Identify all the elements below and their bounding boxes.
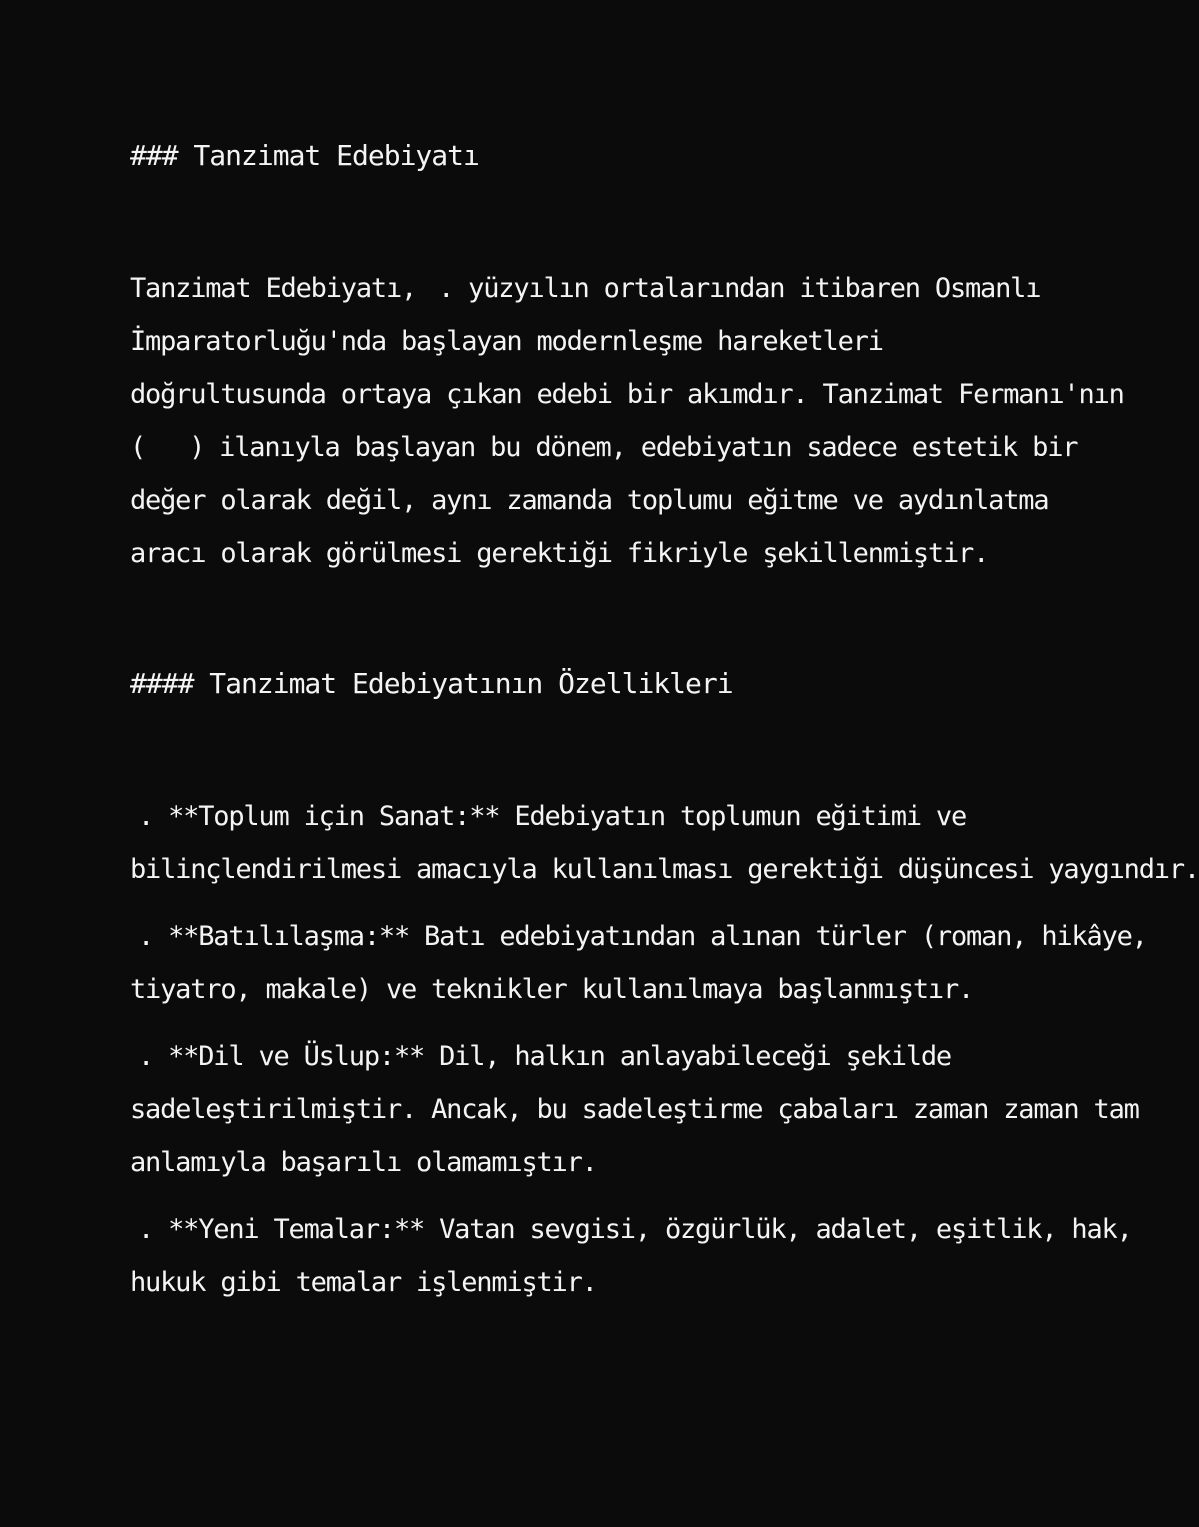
feature-line: . **Toplum için Sanat:** Edebiyatın toplumun eğitimi ve	[138, 801, 967, 832]
intro-fragment-c: ) ilanıyla başlayan bu dönem, edebiyatın sadece estetik bir	[189, 432, 1078, 463]
features-heading: #### Tanzimat Edebiyatının Özellikleri	[130, 667, 733, 700]
feature-line: bilinçlendirilmesi amacıyla kullanılması gerektiği düşüncesi yaygındır.	[130, 854, 1199, 885]
main-heading: ### Tanzimat Edebiyatı	[130, 139, 479, 172]
intro-line-5: değer olarak değil, aynı zamanda toplumu eğitme ve aydınlatma	[130, 485, 1049, 516]
feature-line: . **Yeni Temalar:** Vatan sevgisi, özgürlük, adalet, eşitlik, hak,	[138, 1214, 1132, 1245]
feature-line: . **Dil ve Üslup:** Dil, halkın anlayabileceği şekilde	[138, 1041, 951, 1072]
feature-line: tiyatro, makale) ve teknikler kullanılmaya başlanmıştır.	[130, 974, 974, 1005]
feature-item-westernization	[130, 910, 1147, 1016]
intro-paren-open: (	[130, 432, 146, 463]
intro-fragment-a: Tanzimat Edebiyatı,	[130, 273, 417, 304]
intro-fragment-b: . yüzyılın ortalarından itibaren Osmanlı	[438, 273, 1041, 304]
intro-line-6: aracı olarak görülmesi gerektiği fikriyle şekillenmiştir.	[130, 538, 989, 569]
intro-line-3: doğrultusunda ortaya çıkan edebi bir akımdır. Tanzimat Fermanı'nın	[130, 379, 1124, 410]
feature-line: sadeleştirilmiştir. Ancak, bu sadeleştirme çabaları zaman zaman tam	[130, 1094, 1139, 1125]
feature-line: . **Batılılaşma:** Batı edebiyatından alınan türler (roman, hikâye,	[138, 921, 1147, 952]
intro-paragraph	[130, 262, 1124, 580]
feature-item-language	[130, 1030, 1139, 1189]
feature-line: hukuk gibi temalar işlenmiştir.	[130, 1267, 597, 1298]
intro-line-2: İmparatorluğu'nda başlayan modernleşme hareketleri	[130, 326, 883, 357]
features-list	[130, 790, 1199, 1323]
intro-line-4	[130, 421, 1078, 474]
intro-line-1	[130, 262, 1041, 315]
feature-item-society	[130, 790, 1199, 896]
feature-item-themes	[130, 1203, 1132, 1309]
feature-line: anlamıyla başarılı olamamıştır.	[130, 1147, 597, 1178]
